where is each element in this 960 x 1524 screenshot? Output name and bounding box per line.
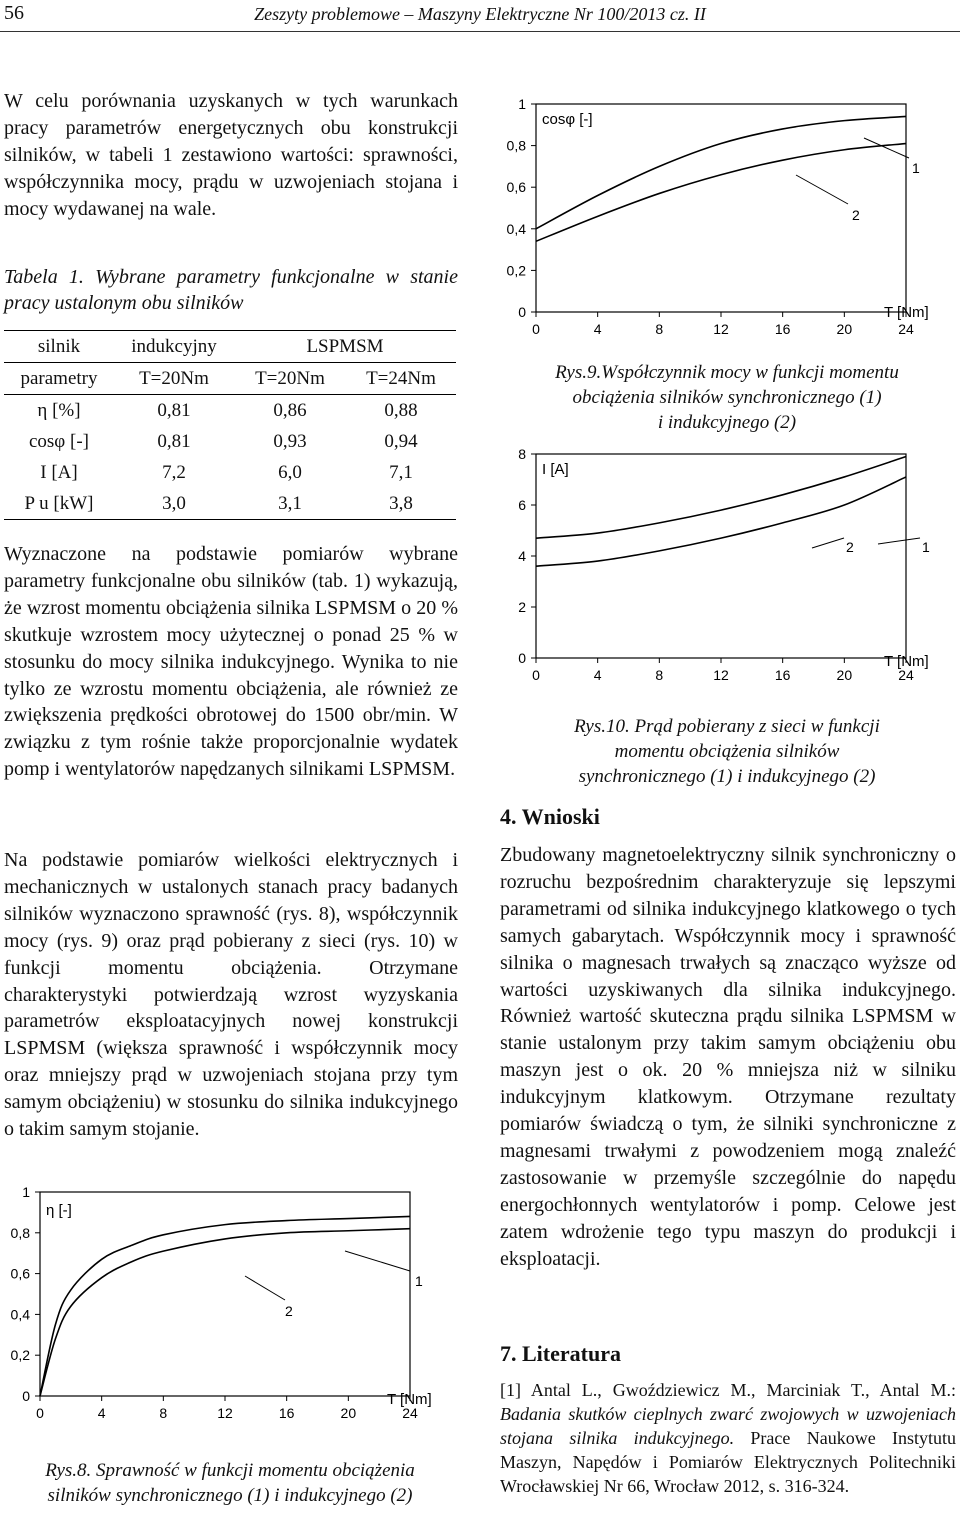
x-tick-label: 16 <box>774 667 791 683</box>
leader-line <box>864 138 909 158</box>
page-number: 56 <box>4 2 24 24</box>
x-tick-label: 0 <box>532 321 540 337</box>
y-tick-label: 0,4 <box>10 1306 30 1323</box>
fig10-caption-line: momentu obciążenia silników <box>614 741 840 762</box>
table-cell: 7,1 <box>389 461 413 483</box>
fig9-caption-line: obciążenia silników synchronicznego (1) <box>572 387 882 408</box>
table-header-row <box>4 331 456 363</box>
y-tick-label: 1 <box>22 1184 30 1200</box>
y-tick-label: 0,4 <box>506 220 526 237</box>
series-line-2 <box>536 144 906 242</box>
y-tick-label: 0,6 <box>506 179 526 196</box>
table-cell: P u [kW] <box>24 492 94 514</box>
table-cell: 0,81 <box>157 430 191 452</box>
series-line-1 <box>40 1216 410 1396</box>
table-header-cell: T=24Nm <box>346 363 456 395</box>
x-tick-label: 4 <box>97 1405 106 1421</box>
table-cell: 7,2 <box>162 461 186 483</box>
header-rule <box>0 31 960 32</box>
series-label: 1 <box>912 160 920 176</box>
fig8-caption-line: Rys.8. Sprawność w funkcji momentu obciążenia <box>45 1460 415 1481</box>
y-tick-label: 0 <box>22 1388 30 1404</box>
y-tick-label: 0 <box>518 650 526 666</box>
y-tick-label: 8 <box>518 446 526 462</box>
series-label: 2 <box>852 207 860 223</box>
series-line-2 <box>536 457 906 539</box>
x-tick-label: 20 <box>836 667 853 683</box>
table-header-cell: T=20Nm <box>234 363 346 395</box>
efficiency-chart <box>0 1178 460 1454</box>
fig8-caption-line: silników synchronicznego (1) i indukcyjnego (2) <box>47 1485 413 1506</box>
chart-ylabel: I [A] <box>542 461 569 478</box>
table-cell: η [%] <box>4 395 114 427</box>
fig9-caption <box>496 360 958 435</box>
x-tick-label: 16 <box>774 321 791 337</box>
fig10-caption <box>496 714 958 789</box>
table-caption: Tabela 1. Wybrane parametry funkcjonalne w stanie pracy ustalonym obu silników <box>4 266 458 314</box>
y-tick-label: 0 <box>518 304 526 320</box>
table-row <box>4 395 456 427</box>
fig10-caption-line: synchronicznego (1) i indukcyjnego (2) <box>578 766 876 787</box>
table-header-cell: silnik <box>4 331 114 363</box>
table-header-row <box>4 363 456 395</box>
leader-line <box>812 538 844 548</box>
x-tick-label: 12 <box>217 1405 233 1421</box>
plot-frame <box>536 454 906 658</box>
table-header-cell: T=20Nm <box>114 363 234 395</box>
table-cell: 0,88 <box>346 395 456 427</box>
section-literature-title: 7. Literatura <box>500 1341 621 1366</box>
table-cell: 3,1 <box>278 492 302 514</box>
series-label: 1 <box>922 539 930 555</box>
page-header <box>0 0 960 32</box>
current-chart <box>496 440 958 740</box>
reference-item <box>500 1378 956 1498</box>
journal-title: Zeszyty problemowe – Maszyny Elektryczne Nr 100/2013 cz. II <box>254 4 706 24</box>
table-header-cell: LSPMSM <box>234 331 456 363</box>
y-tick-label: 2 <box>518 599 526 615</box>
fig10-caption-line: Rys.10. Prąd pobierany z sieci w funkcji <box>574 716 880 737</box>
x-tick-label: 8 <box>655 321 664 337</box>
table-header-cell: parametry <box>4 363 114 395</box>
table-cell: cosφ [-] <box>28 430 90 452</box>
section-conclusions-title: 4. Wnioski <box>500 804 600 829</box>
x-tick-label: 20 <box>836 321 853 337</box>
x-tick-label: 24 <box>898 321 914 337</box>
y-tick-label: 0,8 <box>10 1224 30 1241</box>
table-row <box>4 426 456 457</box>
plot-frame <box>536 104 906 312</box>
power-factor-chart <box>496 80 958 358</box>
table-cell: 3,8 <box>389 492 413 514</box>
table-cell: 6,0 <box>278 461 302 483</box>
intro-paragraph: W celu porównania uzyskanych w tych warunkach pracy parametrów energetycznych obu konstrukcji silników, w tabeli 1 zestawiono wartości: sprawności, współczynnika mocy, prądu w uzwojeniach stojana i mocy wydawanej na wale. <box>4 90 458 220</box>
x-tick-label: 20 <box>340 1405 357 1421</box>
leader-line <box>796 175 848 204</box>
y-tick-label: 1 <box>518 96 526 112</box>
y-tick-label: 0,8 <box>506 137 526 154</box>
chart-ylabel: η [-] <box>46 1202 72 1219</box>
y-tick-label: 6 <box>518 497 526 513</box>
table-cell: 0,93 <box>273 430 307 452</box>
x-tick-label: 0 <box>532 667 540 683</box>
x-tick-label: 12 <box>713 321 729 337</box>
chart-xlabel: T [Nm] <box>387 1391 432 1408</box>
chart-ylabel: cosφ [-] <box>542 111 593 128</box>
chart-xlabel: T [Nm] <box>884 304 929 321</box>
chart-xlabel: T [Nm] <box>884 653 929 670</box>
table-row <box>4 488 456 520</box>
x-tick-label: 8 <box>655 667 664 683</box>
series-label: 2 <box>846 539 854 555</box>
table-cell: I [A] <box>40 461 78 483</box>
table-cell: 0,86 <box>234 395 346 427</box>
leader-line <box>345 1251 410 1271</box>
reference-title: Badania skutków cieplnych zwarć zwojowych w uzwojeniach stojana silnika indukcyjnego. <box>500 1404 956 1448</box>
leader-line <box>878 538 920 544</box>
y-tick-label: 0,2 <box>506 262 526 279</box>
fig9-caption-line: i indukcyjnego (2) <box>657 412 797 433</box>
table-row <box>4 457 456 488</box>
y-tick-label: 0,6 <box>10 1265 30 1282</box>
x-tick-label: 24 <box>898 667 914 683</box>
x-tick-label: 0 <box>36 1405 44 1421</box>
table-cell: 0,94 <box>384 430 418 452</box>
parameters-table <box>4 330 456 520</box>
series-label: 2 <box>285 1303 293 1319</box>
x-tick-label: 24 <box>402 1405 418 1421</box>
fig9-caption-line: Rys.9.Współczynnik mocy w funkcji momentu <box>555 362 899 383</box>
leader-line <box>245 1276 285 1300</box>
x-tick-label: 8 <box>159 1405 168 1421</box>
y-tick-label: 0,2 <box>10 1347 30 1364</box>
table-cell: 3,0 <box>162 492 186 514</box>
x-tick-label: 4 <box>593 321 602 337</box>
y-tick-label: 4 <box>518 548 526 564</box>
table-cell: 0,81 <box>114 395 234 427</box>
fig8-caption <box>0 1458 460 1508</box>
reference-authors: [1] Antal L., Gwoździewicz M., Marciniak T., Antal M.: <box>500 1380 956 1400</box>
plot-frame <box>40 1192 410 1396</box>
measurements-paragraph: Na podstawie pomiarów wielkości elektrycznych i mechanicznych w ustalonych stanach pracy badanych silników wyznaczono sprawność (rys. 8), współczynnik mocy (rys. 9) oraz prąd pobierany z sieci (rys. 10) w funkcji momentu obciążenia. Otrzymane charakterystyki potwierdzają wzrost wyzyskania parametrów eksploatacyjnych nowej konstrukcji LSPMSM (większa sprawność i współczynnik mocy oraz mniejszy prąd w uzwojeniach stojana przy tym samym obciążeniu) w stosunku do silnika indukcyjnego o takim samym stojanie. <box>4 849 458 1141</box>
series-label: 1 <box>415 1273 423 1289</box>
x-tick-label: 16 <box>278 1405 295 1421</box>
series-line-1 <box>536 116 906 228</box>
table-header-cell: indukcyjny <box>114 331 234 363</box>
x-tick-label: 4 <box>593 667 602 683</box>
reference-source: Prace Naukowe Instytutu Maszyn, Napędów i Pomiarów Elektrycznych Politechniki Wrocławskiej Nr 66, Wrocław 2012, s. 316-324. <box>500 1428 957 1496</box>
conclusions-paragraph: Zbudowany magnetoelektryczny silnik synchroniczny o rozruchu bezpośrednim charakteryzuje się lepszymi parametrami od silnika indukcyjnego klatkowego o tych samych gabarytach. Współczynnik mocy i sprawność silnika o magnesach trwałych są znacząco wyższe od wartości uzyskiwanych dla silnika indukcyjnego. Również wartość skuteczna prądu silnika LSPMSM w stanie ustalonym przy takim samym obciążeniu obu maszyn jest o ok. 20 % mniejsza niż w silniku indukcyjnym klatkowym. Otrzymane rezultaty pomiarów świadczą o tym, że silniki synchroniczne z magnesami trwałymi z powodzeniem mogą znaleźć zastosowanie w przemyśle szczególnie do napędu energochłonnych wentylatorów i pomp. Celowe jest zatem wdrożenie tego typu maszyn do produkcji i eksploatacji. <box>500 844 956 1270</box>
x-tick-label: 12 <box>713 667 729 683</box>
results-paragraph: Wyznaczone na podstawie pomiarów wybrane parametry funkcjonalne obu silników (tab. 1) wykazują, że wzrost momentu obciążenia silnika LSPMSM o 20 % skutkuje wzrostem mocy użytecznej o ponad 25 % w stosunku do mocy silnika indukcyjnego. Wynika to nie tylko ze wzrostu momentu obciążenia, ale również ze zwiększenia prędkości obrotowej do 1500 obr/min. W związku z tym rośnie także proporcjonalnie wydatek pomp i wentylatorów napędzanych silnikami LSPMSM. <box>4 543 458 781</box>
